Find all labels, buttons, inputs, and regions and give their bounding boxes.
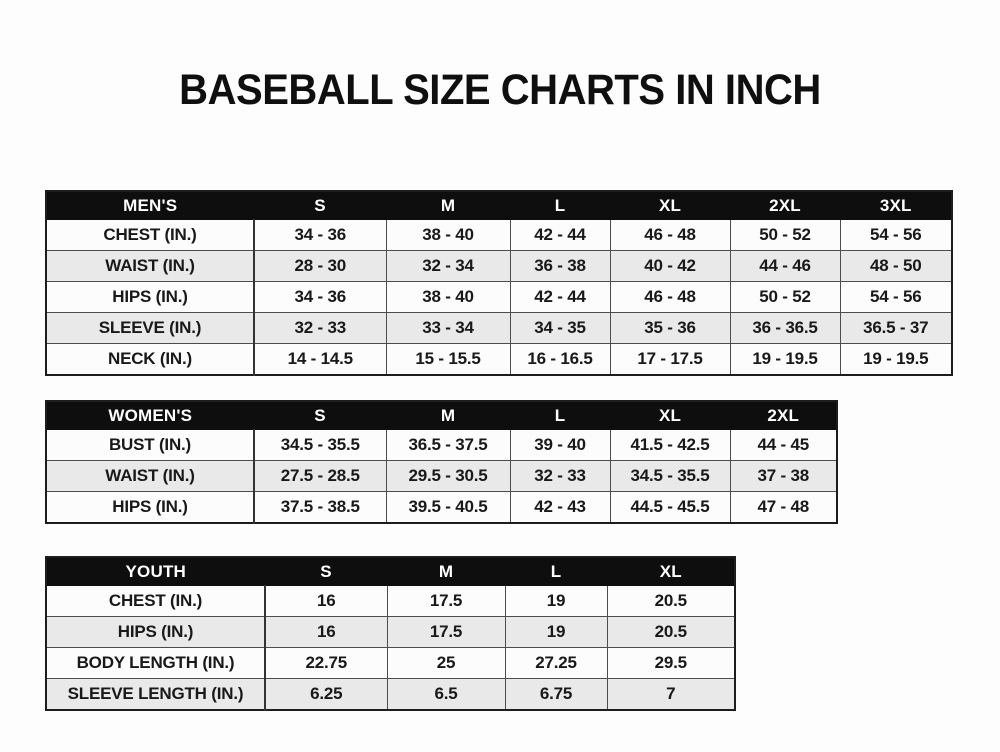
size-value: 36.5 - 37 (840, 313, 952, 344)
womens-column-header-xl: XL (610, 401, 730, 430)
row-label: CHEST (IN.) (46, 586, 265, 617)
mens-column-header-xl: XL (610, 191, 730, 220)
size-value: 29.5 - 30.5 (386, 461, 510, 492)
size-value: 6.5 (387, 679, 505, 711)
size-value: 6.25 (265, 679, 387, 711)
size-value: 19 - 19.5 (840, 344, 952, 376)
mens-size-table (45, 190, 953, 376)
mens-column-header-m: M (386, 191, 510, 220)
size-value: 16 (265, 617, 387, 648)
size-value: 42 - 44 (510, 282, 610, 313)
size-value: 34 - 36 (254, 282, 386, 313)
size-value: 22.75 (265, 648, 387, 679)
size-value: 32 - 33 (510, 461, 610, 492)
row-label: WAIST (IN.) (46, 251, 254, 282)
row-label: HIPS (IN.) (46, 492, 254, 524)
size-value: 37.5 - 38.5 (254, 492, 386, 524)
size-value: 38 - 40 (386, 220, 510, 251)
size-value: 42 - 43 (510, 492, 610, 524)
womens-column-header-s: S (254, 401, 386, 430)
size-value: 20.5 (607, 617, 735, 648)
size-value: 41.5 - 42.5 (610, 430, 730, 461)
womens-table-row (46, 430, 837, 461)
size-value: 37 - 38 (730, 461, 837, 492)
size-value: 36 - 36.5 (730, 313, 840, 344)
womens-column-header-m: M (386, 401, 510, 430)
size-value: 50 - 52 (730, 220, 840, 251)
size-value: 50 - 52 (730, 282, 840, 313)
size-value: 48 - 50 (840, 251, 952, 282)
size-value: 35 - 36 (610, 313, 730, 344)
row-label: SLEEVE (IN.) (46, 313, 254, 344)
size-value: 17.5 (387, 617, 505, 648)
mens-table-title: MEN'S (46, 191, 254, 220)
size-value: 17 - 17.5 (610, 344, 730, 376)
size-value: 29.5 (607, 648, 735, 679)
size-value: 47 - 48 (730, 492, 837, 524)
womens-table-title: WOMEN'S (46, 401, 254, 430)
row-label: HIPS (IN.) (46, 282, 254, 313)
youth-table-row (46, 586, 735, 617)
size-value: 34 - 36 (254, 220, 386, 251)
youth-column-header-s: S (265, 557, 387, 586)
size-value: 46 - 48 (610, 220, 730, 251)
mens-column-header-l: L (510, 191, 610, 220)
size-value: 32 - 34 (386, 251, 510, 282)
size-value: 32 - 33 (254, 313, 386, 344)
size-value: 6.75 (505, 679, 607, 711)
size-value: 15 - 15.5 (386, 344, 510, 376)
size-value: 36.5 - 37.5 (386, 430, 510, 461)
size-value: 44.5 - 45.5 (610, 492, 730, 524)
size-value: 25 (387, 648, 505, 679)
mens-header-row (46, 191, 952, 220)
womens-size-table (45, 400, 838, 524)
mens-column-header-2xl: 2XL (730, 191, 840, 220)
mens-table-row (46, 282, 952, 313)
size-value: 28 - 30 (254, 251, 386, 282)
size-value: 38 - 40 (386, 282, 510, 313)
size-value: 34.5 - 35.5 (254, 430, 386, 461)
size-value: 54 - 56 (840, 220, 952, 251)
size-value: 33 - 34 (386, 313, 510, 344)
size-value: 42 - 44 (510, 220, 610, 251)
size-value: 7 (607, 679, 735, 711)
mens-table-row (46, 344, 952, 376)
size-value: 14 - 14.5 (254, 344, 386, 376)
row-label: BODY LENGTH (IN.) (46, 648, 265, 679)
size-value: 27.25 (505, 648, 607, 679)
size-value: 40 - 42 (610, 251, 730, 282)
mens-column-header-3xl: 3XL (840, 191, 952, 220)
size-value: 20.5 (607, 586, 735, 617)
size-value: 16 - 16.5 (510, 344, 610, 376)
youth-table-row (46, 648, 735, 679)
size-value: 19 - 19.5 (730, 344, 840, 376)
row-label: NECK (IN.) (46, 344, 254, 376)
youth-size-table (45, 556, 736, 711)
youth-column-header-xl: XL (607, 557, 735, 586)
size-value: 46 - 48 (610, 282, 730, 313)
womens-column-header-2xl: 2XL (730, 401, 837, 430)
size-value: 39 - 40 (510, 430, 610, 461)
womens-header-row (46, 401, 837, 430)
size-value: 44 - 46 (730, 251, 840, 282)
size-value: 19 (505, 586, 607, 617)
size-value: 39.5 - 40.5 (386, 492, 510, 524)
size-value: 16 (265, 586, 387, 617)
size-value: 36 - 38 (510, 251, 610, 282)
row-label: SLEEVE LENGTH (IN.) (46, 679, 265, 711)
size-value: 19 (505, 617, 607, 648)
size-value: 34 - 35 (510, 313, 610, 344)
womens-column-header-l: L (510, 401, 610, 430)
youth-table-row (46, 617, 735, 648)
youth-table-title: YOUTH (46, 557, 265, 586)
size-value: 27.5 - 28.5 (254, 461, 386, 492)
mens-table-row (46, 313, 952, 344)
womens-table-row (46, 492, 837, 524)
mens-table-row (46, 220, 952, 251)
mens-column-header-s: S (254, 191, 386, 220)
size-value: 17.5 (387, 586, 505, 617)
size-value: 54 - 56 (840, 282, 952, 313)
row-label: HIPS (IN.) (46, 617, 265, 648)
womens-table-row (46, 461, 837, 492)
youth-column-header-m: M (387, 557, 505, 586)
row-label: WAIST (IN.) (46, 461, 254, 492)
size-value: 34.5 - 35.5 (610, 461, 730, 492)
row-label: BUST (IN.) (46, 430, 254, 461)
page-title: BASEBALL SIZE CHARTS IN INCH (179, 66, 821, 114)
youth-table-row (46, 679, 735, 711)
size-value: 44 - 45 (730, 430, 837, 461)
youth-column-header-l: L (505, 557, 607, 586)
mens-table-row (46, 251, 952, 282)
row-label: CHEST (IN.) (46, 220, 254, 251)
youth-header-row (46, 557, 735, 586)
